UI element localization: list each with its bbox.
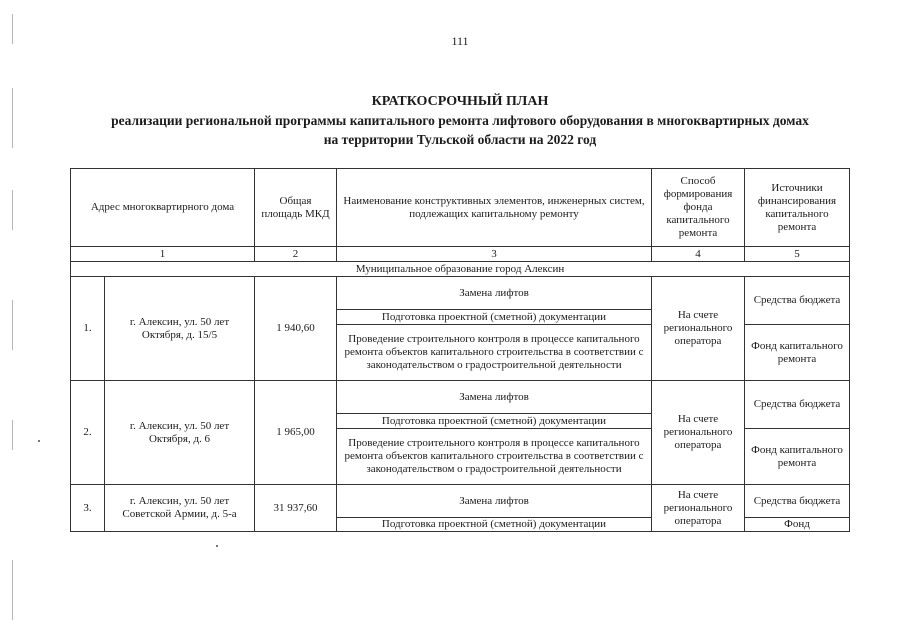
funding-source: Средства бюджета [745,485,850,518]
table-row [71,381,850,414]
funding-source: Фонд капитального ремонта [745,325,850,381]
title-line-3: на территории Тульской области на 2022 год [323,132,597,147]
funding-source: Фонд [745,518,850,532]
column-number: 1 [71,247,255,262]
table-row [71,277,850,310]
title-line-2: реализации региональной программы капитального ремонта лифтового оборудования в многоквартирных домах [111,113,809,128]
column-number: 5 [745,247,850,262]
work-item: Замена лифтов [337,485,652,518]
funding-source: Фонд капитального ремонта [745,429,850,485]
building-address: г. Алексин, ул. 50 лет Октября, д. 15/5 [105,277,255,381]
scan-dot [216,545,218,547]
work-item: Замена лифтов [337,277,652,310]
building-area: 1 940,60 [255,277,337,381]
header-area: Общая площадь МКД [255,169,337,247]
work-item: Проведение строительного контроля в процессе капитального ремонта объектов капитального строительства в соответствии с законодательством о градостроительной деятельности [337,429,652,485]
municipality-row [71,262,850,277]
work-item: Замена лифтов [337,381,652,414]
row-number: 1. [71,277,105,381]
row-number: 2. [71,381,105,485]
title-line-1: КРАТКОСРОЧНЫЙ ПЛАН [371,94,549,109]
municipality-name: Муниципальное образование город Алексин [71,262,850,277]
document-title [60,92,860,149]
column-number: 4 [652,247,745,262]
repair-plan-table [70,168,850,532]
funding-source: Средства бюджета [745,277,850,325]
work-item: Подготовка проектной (сметной) документации [337,518,652,532]
building-area: 31 937,60 [255,485,337,532]
column-number-row [71,247,850,262]
scan-margin-marks [12,0,16,640]
row-number: 3. [71,485,105,532]
building-address: г. Алексин, ул. 50 лет Советской Армии, д. 5-а [105,485,255,532]
fund-method: На счете регионального оператора [652,277,745,381]
work-item: Подготовка проектной (сметной) документации [337,310,652,325]
header-address: Адрес многоквартирного дома [71,169,255,247]
work-item: Проведение строительного контроля в процессе капитального ремонта объектов капитального строительства в соответствии с законодательством о градостроительной деятельности [337,325,652,381]
table-header-row [71,169,850,247]
funding-source: Средства бюджета [745,381,850,429]
header-elements: Наименование конструктивных элементов, инженерных систем, подлежащих капитальному ремонту [337,169,652,247]
building-area: 1 965,00 [255,381,337,485]
page-number: 111 [451,34,469,48]
header-sources: Источники финансирования капитального ремонта [745,169,850,247]
header-method: Способ формирования фонда капитального ремонта [652,169,745,247]
column-number: 3 [337,247,652,262]
scan-dot [38,440,40,442]
building-address: г. Алексин, ул. 50 лет Октября, д. 6 [105,381,255,485]
table-row [71,485,850,518]
fund-method: На счете регионального оператора [652,485,745,532]
fund-method: На счете регионального оператора [652,381,745,485]
column-number: 2 [255,247,337,262]
work-item: Подготовка проектной (сметной) документации [337,414,652,429]
